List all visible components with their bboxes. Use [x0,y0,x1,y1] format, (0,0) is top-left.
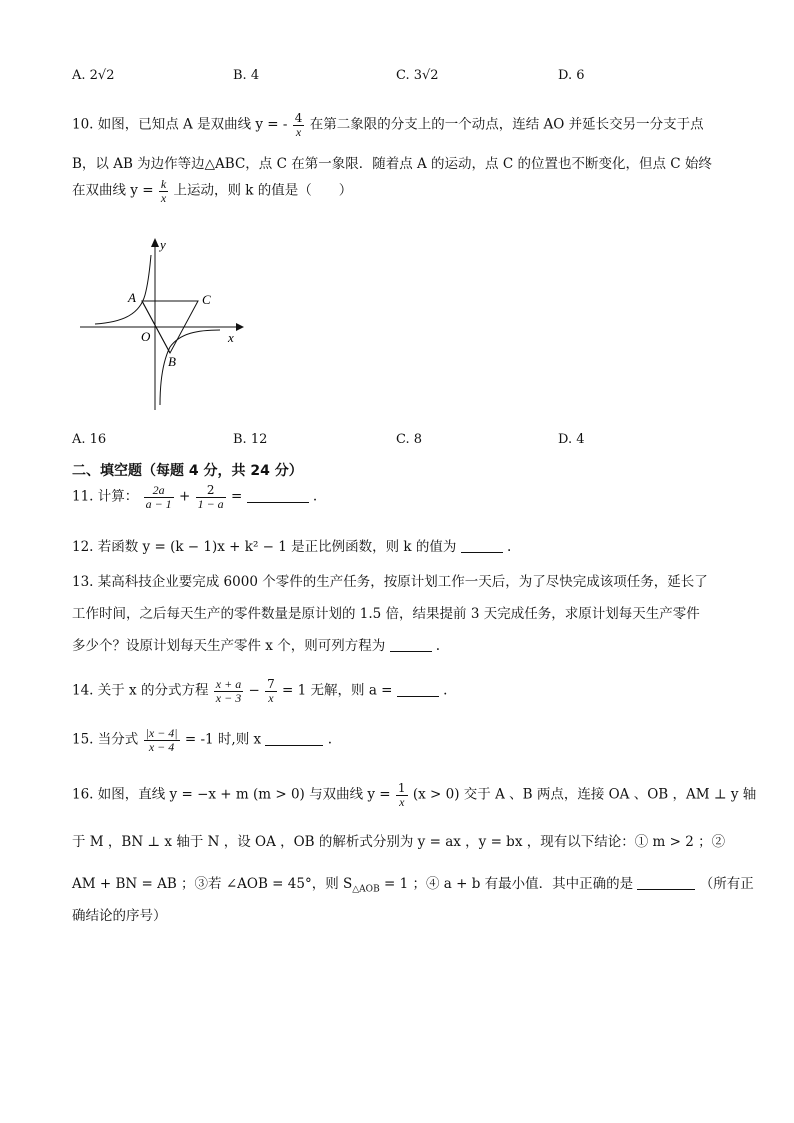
q9-option-d: D. 6 [558,68,585,83]
q12-answer-blank[interactable] [461,552,503,553]
q11-fraction-2: $\frac{2}{1 - a}$ [197,483,224,511]
q16-fraction: $\frac{1}{x}$ [397,781,406,809]
q14-fraction-1: $\frac{x + a}{x - 3}$ [215,677,242,705]
q10-k-fraction: $\frac{k}{x}$ [160,177,167,205]
q9-option-a: A. 2√2 [72,68,115,83]
q10-option-c: C. 8 [396,432,423,447]
q14-line: 14. 关于 x 的分式方程 $\frac{x + a}{x - 3}$ − $\frac{7}{x}$ = 1 无解，则 a = . [72,677,448,705]
q14-fraction-2: $\frac{7}{x}$ [267,677,275,705]
q11-fraction-1: $\frac{2a}{a - 1}$ [145,483,172,511]
q13-line1: 13. 某高科技企业要完成 6000 个零件的生产任务，按原计划工作一天后，为了尽快完成该项任务，延长了 [72,574,708,590]
q10-line1: 10. 如图，已知点 A 是双曲线 y = - $\frac{4}{x}$ 在第二象限的分支上的一个动点，连结 AO 并延长交另一分支于点 [72,111,704,139]
fig-label-o: O [141,329,151,344]
q16-line1: 16. 如图，直线 y = −x + m (m > 0) 与双曲线 y = $\frac{1}{x}$ (x > 0) 交于 A 、B 两点，连接 OA 、OB ，AM ⊥ y 轴 [72,781,757,809]
q10-fraction: $\frac{4}{x}$ [294,111,303,139]
q16-line2: 于 M ，BN ⊥ x 轴于 N ，设 OA ，OB 的解析式分别为 y = ax ，y = bx ，现有以下结论：① m > 2 ；② [72,834,726,850]
q15-answer-blank[interactable] [265,745,323,746]
q16-answer-blank[interactable] [637,889,695,890]
q16-line4: 确结论的序号） [72,908,167,924]
q12-line: 12. 若函数 y = (k − 1)x + k² − 1 是正比例函数，则 k 的值为 . [72,539,512,555]
section-heading: 二、填空题（每题 4 分，共 24 分） [72,463,303,479]
fig-label-b: B [168,354,176,369]
q14-answer-blank[interactable] [397,696,439,697]
q9-option-b: B. 4 [233,68,260,83]
q13-line3: 多少个？设原计划每天生产零件 x 个，则可列方程为 . [72,638,441,654]
q13-line2: 工作时间，之后每天生产的零件数量是原计划的 1.5 倍，结果提前 3 天完成任务，求原计划每天生产零件 [72,606,700,622]
q10-figure [80,235,250,415]
q15-line: 15. 当分式 $\frac{|x - 4|}{x - 4}$ = -1 时,则 x . [72,726,333,754]
q10-option-b: B. 12 [233,432,268,447]
q10-line2: B，以 AB 为边作等边△ABC，点 C 在第一象限．随着点 A 的运动，点 C 的位置也不断变化，但点 C 始终 [72,156,712,172]
q16-line3: AM + BN = AB ；③若 ∠AOB = 45°，则 $S_{\triangle AOB} = 1$ ；④ a + b 有最小值．其中正确的是 （所有正 [72,876,754,895]
q13-answer-blank[interactable] [390,651,432,652]
q10-option-d: D. 4 [558,432,585,447]
q10-option-a: A. 16 [72,432,107,447]
fig-label-x: x [228,330,234,345]
q15-fraction: $\frac{|x - 4|}{x - 4}$ [145,726,178,754]
fig-label-y: y [160,237,166,252]
fig-label-c: C [202,292,211,307]
q11-line: 11. 计算： $\frac{2a}{a - 1}$ + $\frac{2}{1 - a}$ = . [72,483,318,511]
q11-answer-blank[interactable] [247,502,309,503]
q9-option-c: C. 3√2 [396,68,439,83]
fig-label-a: A [128,290,136,305]
q10-line3: 在双曲线 y = $\frac{k}{x}$ 上运动，则 k 的值是（ ） [72,177,353,205]
q16-area-subscript: △AOB [352,884,380,895]
